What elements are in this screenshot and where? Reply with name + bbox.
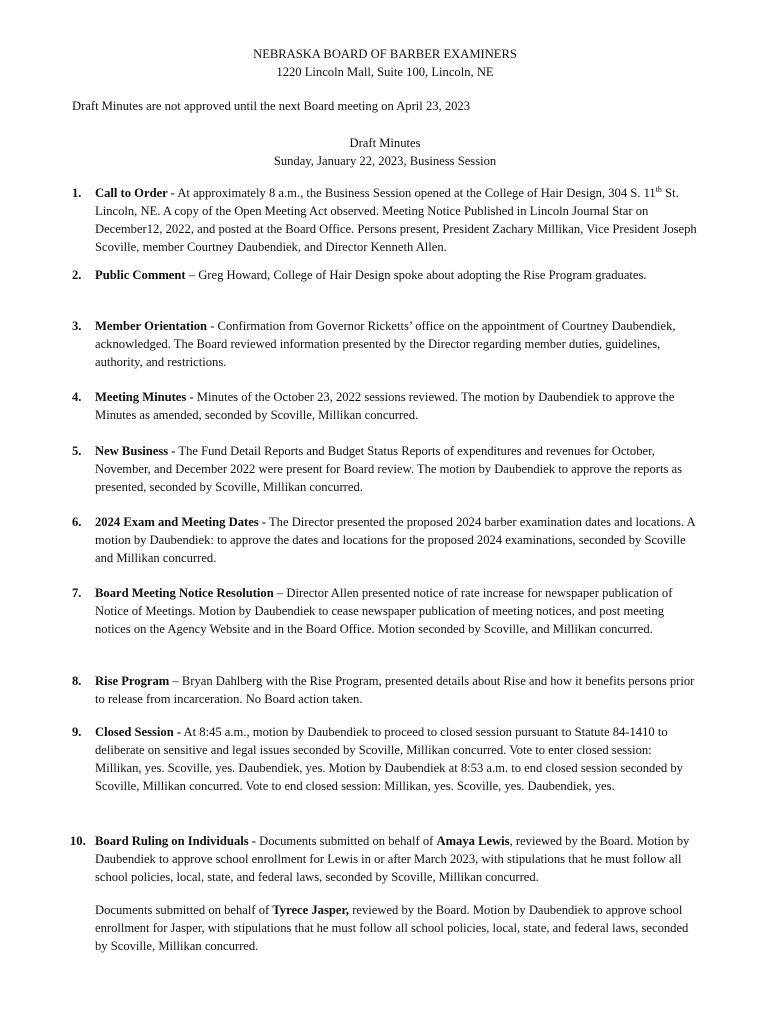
item-number: 1. — [72, 186, 82, 200]
individual-name: Amaya Lewis — [436, 834, 510, 848]
item-number: 10. — [70, 834, 86, 848]
item-number: 4. — [72, 390, 82, 404]
item-number: 6. — [72, 515, 82, 529]
item-number: 5. — [72, 444, 82, 458]
item-body — [95, 723, 701, 795]
item-text: At 8:45 a.m., motion by Daubendiek to proceed to closed session pursuant to Statute 84-1410 to deliberate on sensitive and legal issues seconded by Scoville, Millikan concurred. Vote to enter closed session: Millikan, yes. Scoville, yes. Daubendiek, yes. Motion by Daubendiek at 8:53 a.m. to end closed session seconded by Scoville, Millikan concurred. Vote to end closed session: Millikan, yes. Scoville, yes. Daubendiek, yes. — [95, 725, 683, 793]
item-body — [95, 317, 701, 371]
item-text-continued: St. Lincoln, NE. A copy of the Open Meeting Act observed. Meeting Notice Published in Lincoln Journal Star on December12, 2022, and posted at the Board Office. Persons present, President Zachary Millikan, Vice President Joseph Scoville, member Courtney Daubendiek, and Director Kenneth Allen. — [95, 186, 697, 254]
item-number: 8. — [72, 674, 82, 688]
organization-address: 1220 Lincoln Mall, Suite 100, Lincoln, NE — [276, 65, 494, 79]
item-text-continued: , reviewed by the Board. Motion by Daubendiek to approve school enrollment for Lewis in or after March 2023, with stipulations that he must follow all school policies, local, state, and federal laws, seconded by Scoville, Millikan concurred. — [95, 834, 690, 884]
item-text: Documents submitted on behalf of — [255, 834, 437, 848]
draft-note: Draft Minutes are not approved until the next Board meeting on April 23, 2023 — [72, 99, 471, 113]
document-header — [0, 45, 770, 81]
item-text: - Confirmation from Governor Ricketts’ office on the appointment of Courtney Daubendiek, acknowledged. The Board reviewed information presented by the Director regarding member duties, guidelines, authority, and restrictions. — [95, 319, 676, 369]
item-number: 9. — [72, 725, 82, 739]
item-body — [95, 672, 701, 708]
item-body — [95, 388, 701, 424]
minutes-subheader — [0, 134, 770, 170]
item-text: The Fund Detail Reports and Budget Status Reports of expenditures and revenues for October, November, and December 2022 were present for Board review. The motion by Daubendiek to approve the reports as presented, seconded by Scoville, Millikan concurred. — [95, 444, 683, 494]
item-title: Member Orientation — [95, 319, 208, 333]
item-title: Meeting Minutes - — [95, 390, 194, 404]
session-date: Sunday, January 22, 2023, Business Session — [273, 154, 497, 168]
organization-name: NEBRASKA BOARD OF BARBER EXAMINERS — [253, 47, 517, 61]
item-title: Board Meeting Notice Resolution — [95, 586, 274, 600]
item-text: – Director Allen presented notice of rate increase for newspaper publication of Notice of Meetings. Motion by Daubendiek to cease newspaper publication of meeting notices, and post meeting notices on the Agency Website and in the Board Office. Motion seconded by Scoville, and Millikan concurred. — [95, 586, 673, 636]
item-body — [95, 513, 701, 567]
item-10-paragraph-2 — [95, 901, 700, 955]
item-text: Minutes of the October 23, 2022 sessions reviewed. The motion by Daubendiek to approve the Minutes as amended, seconded by Scoville, Millikan concurred. — [95, 390, 675, 422]
paragraph-text: Documents submitted on behalf of — [95, 903, 273, 917]
item-title: New Business - — [95, 444, 176, 458]
item-number: 7. — [72, 586, 82, 600]
individual-name: Tyrece Jasper, — [272, 903, 350, 917]
item-title: Public Comment — [95, 268, 186, 282]
item-number: 2. — [72, 268, 82, 282]
item-number: 3. — [72, 319, 82, 333]
paragraph-text-continued: reviewed by the Board. Motion by Daubendiek to approve school enrollment for Jasper, with stipulations that he must follow all school policies, local, state, and federal laws, seconded by Scoville, Millikan concurred. — [95, 903, 689, 953]
item-text: – Bryan Dahlberg with the Rise Program, presented details about Rise and how it benefits persons prior to release from incarceration. No Board action taken. — [95, 674, 695, 706]
item-body — [95, 832, 701, 886]
item-title: Rise Program — [95, 674, 170, 688]
item-title: Call to Order - — [95, 186, 175, 200]
item-text: The Director presented the proposed 2024 barber examination dates and locations. A motion by Daubendiek: to approve the dates and locations for the proposed 2024 examinations, seconded by Scoville and Millikan concurred. — [95, 515, 695, 565]
item-body — [95, 266, 701, 284]
item-text: At approximately 8 a.m., the Business Session opened at the College of Hair Design, 304 S. 11 — [174, 186, 656, 200]
item-body — [95, 184, 701, 256]
ordinal-suffix: th — [655, 185, 662, 194]
item-body — [95, 584, 701, 638]
item-title: 2024 Exam and Meeting Dates - — [95, 515, 267, 529]
item-body — [95, 442, 701, 496]
minutes-title: Draft Minutes — [349, 136, 421, 150]
item-text: – Greg Howard, College of Hair Design spoke about adopting the Rise Program graduates. — [185, 268, 647, 282]
item-title: Closed Session - — [95, 725, 182, 739]
item-title: Board Ruling on Individuals - — [95, 834, 256, 848]
